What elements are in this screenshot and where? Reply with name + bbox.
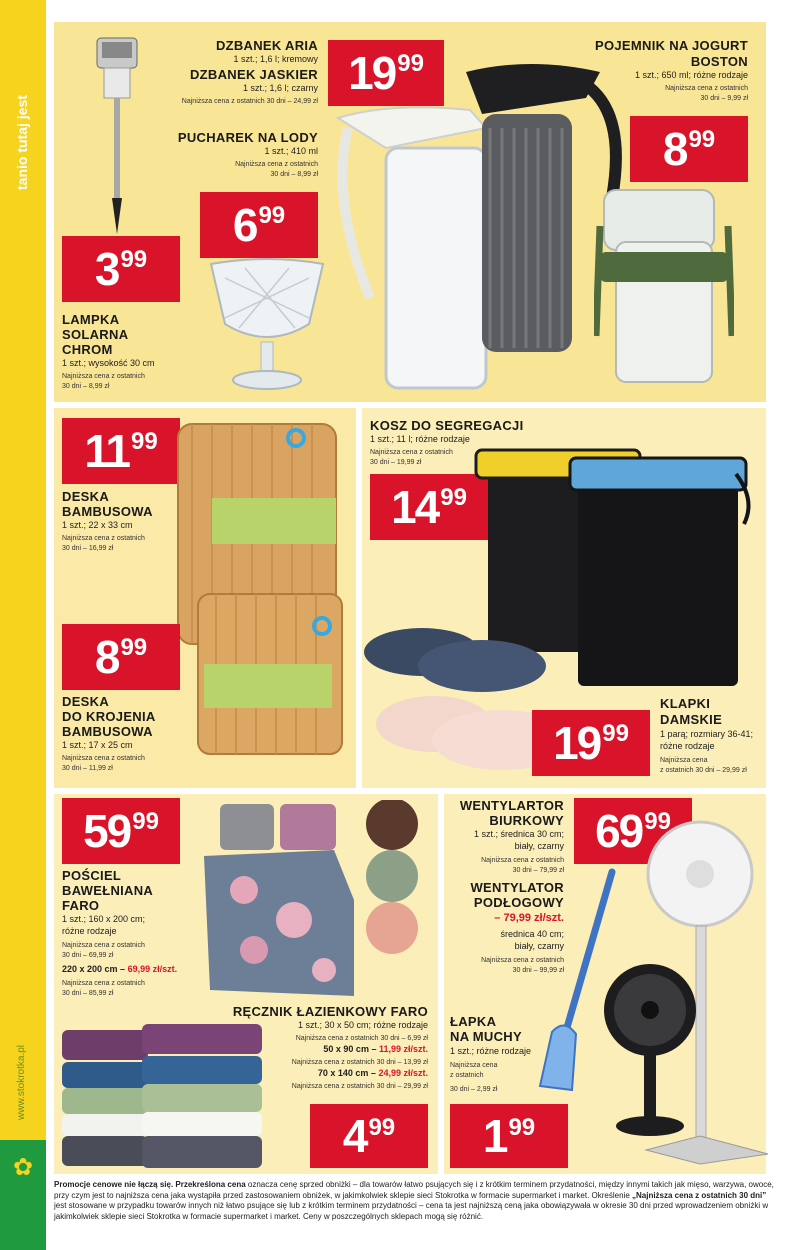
legal-footer: Promocje cenowe nie łączą się. Przekreślona cena oznacza cenę sprzed obniżki – dla towarów łatwo psujących się i z krótkim terminem przydatności, między innymi takich jak mięso, warzywa, owoce, przy czym jest to najniższa cena jaka wystąpiła przed zastosowaniem obniżek, w jakimkolwiek sklepie sieci Stokrotka w formacie supermarket i market. Określenie „Najniższa cena z ostatnich 30 dni” jest stosowane w przypadku towarów innych niż łatwo psujące się lub z krótkim terminem przydatności – cena ta jest najniższą ceną jaka obowiązywała w okresie 30 dni przed wprowadzeniem obniżki w jakimkolwiek sklepie sieci Stokrotka w formacie supermarket i market. Ceny w poszczególnych sklepach mogą się różnić. <box>54 1180 774 1221</box>
product-details: biały, czarny <box>514 941 564 951</box>
product-details: 1 szt.; 17 x 25 cm <box>62 740 133 750</box>
product-name: FARO <box>62 898 100 913</box>
product-name: PODŁOGOWY <box>473 895 564 910</box>
sidebar-url[interactable]: www.stokrotka.pl <box>16 1044 27 1120</box>
product-name: RĘCZNIK ŁAZIENKOWY FARO <box>232 1004 428 1019</box>
product-details: 1 szt.; 22 x 33 cm <box>62 520 133 530</box>
product-details: biały, czarny <box>514 841 564 851</box>
price-tag: 8 99 <box>630 116 748 182</box>
product-name: DAMSKIE <box>660 712 723 727</box>
lowest-price-note: Najniższa cena z ostatnich 30 dni – 6,99 zł <box>295 1035 428 1042</box>
product-name: DESKA <box>62 489 110 504</box>
product-name: POŚCIEL <box>62 868 122 883</box>
product-name: BOSTON <box>690 54 748 69</box>
sidebar <box>0 0 46 1250</box>
logo-block <box>0 1140 46 1250</box>
product-name: KOSZ DO SEGREGACJI <box>370 418 524 433</box>
product-name: DESKA <box>62 694 110 709</box>
lowest-price-note: z ostatnich 30 dni – 29,99 zł <box>660 767 747 774</box>
product-details: 1 szt.; wysokość 30 cm <box>62 358 155 368</box>
product-name: DZBANEK JASKIER <box>189 67 318 82</box>
lowest-price-note: 30 dni – 11,99 zł <box>62 765 113 772</box>
ice-cream-cup-image <box>205 258 329 394</box>
lowest-price-note: 30 dni – 85,99 zł <box>62 990 114 997</box>
lowest-price-note: Najniższa cena <box>450 1062 498 1069</box>
product-name: NA MUCHY <box>450 1029 522 1044</box>
product-details: 1 szt.; 1,6 l; czarny <box>242 83 318 93</box>
lowest-price-note: 30 dni – 99,99 zł <box>512 967 564 974</box>
product-details: 1 szt.; 1,6 l; kremowy <box>233 54 318 64</box>
price-tag: 6 99 <box>200 192 318 258</box>
bamboo-boards-image <box>172 418 348 758</box>
price-tag: 19 99 <box>328 40 444 106</box>
product-name: PUCHAREK NA LODY <box>177 130 318 145</box>
lowest-price-note: Najniższa cena z ostatnich <box>62 755 145 762</box>
product-details: 1 szt.; 410 ml <box>264 146 318 156</box>
daisy-logo-icon: ✿ <box>12 1154 34 1181</box>
lowest-price-note: 30 dni – 69,99 zł <box>62 952 114 959</box>
lowest-price-note: 30 dni – 79,99 zł <box>512 867 564 874</box>
lowest-price-note: Najniższa cena z ostatnich 30 dni – 13,99 zł <box>291 1059 428 1066</box>
jugs-image <box>330 58 630 394</box>
lowest-price-note: Najniższa cena z ostatnich <box>62 535 145 542</box>
lowest-price-note: Najniższa cena z ostatnich <box>62 373 145 380</box>
product-name: SOLARNA <box>62 327 129 342</box>
lowest-price-note: 30 dni – 8,99 zł <box>62 383 110 390</box>
price-tag: 1 99 <box>450 1104 568 1168</box>
lowest-price-note: Najniższa cena z ostatnich <box>235 161 318 168</box>
sidebar-slogan: tanio tutaj jest <box>14 95 30 190</box>
product-details: 1 szt.; 650 ml; różne rodzaje <box>634 70 748 80</box>
towels-image <box>62 1024 264 1170</box>
fans-image <box>598 814 780 1176</box>
lowest-price-note: Najniższa cena z ostatnich <box>481 857 564 864</box>
lowest-price-note: 30 dni – 9,99 zł <box>700 95 748 102</box>
lowest-price-note: Najniższa cena z ostatnich 30 dni – 24,99 zł <box>181 98 318 105</box>
lowest-price-note: Najniższa cena z ostatnich <box>481 957 564 964</box>
yogurt-container-image <box>594 186 734 386</box>
lowest-price-note: z ostatnich <box>450 1072 484 1079</box>
product-details: średnica 40 cm; <box>500 929 564 939</box>
price-tag: 14 99 <box>370 474 488 540</box>
price-tag: 69 99 <box>574 798 692 864</box>
product-name: DZBANEK ARIA <box>215 38 318 53</box>
lowest-price-note: Najniższa cena <box>660 757 708 764</box>
product-details: 1 szt.; 160 x 200 cm; <box>62 914 146 924</box>
lowest-price-note: 30 dni – 2,99 zł <box>450 1086 498 1093</box>
price-tag: 59 99 <box>62 798 180 864</box>
product-name: LAMPKA <box>62 312 120 327</box>
price-tag: 19 99 <box>532 710 650 776</box>
product-details: 1 szt.; 30 x 50 cm; różne rodzaje <box>297 1020 428 1030</box>
price-tag: 3 99 <box>62 236 180 302</box>
lowest-price-note: 30 dni – 16,99 zł <box>62 545 114 552</box>
bedding-image <box>204 800 434 996</box>
product-details: różne rodzaje <box>660 741 715 751</box>
solar-lamp-image <box>92 36 142 236</box>
variant-price: 50 x 90 cm – 11,99 zł/szt. <box>323 1044 428 1054</box>
product-name: POJEMNIK NA JOGURT <box>595 38 748 53</box>
variant-price: – 79,99 zł/szt. <box>494 912 564 924</box>
lowest-price-note: Najniższa cena z ostatnich <box>62 942 145 949</box>
lowest-price-note: Najniższa cena z ostatnich <box>665 85 748 92</box>
lowest-price-note: 30 dni – 8,99 zł <box>270 171 318 178</box>
fly-swatter-image <box>534 868 624 1098</box>
lowest-price-note: Najniższa cena z ostatnich <box>370 449 453 456</box>
product-details: różne rodzaje <box>62 926 117 936</box>
product-name: CHROM <box>62 342 113 357</box>
price-tag: 8 99 <box>62 624 180 690</box>
lowest-price-note: Najniższa cena z ostatnich <box>62 980 145 987</box>
price-tag: 11 99 <box>62 418 180 484</box>
lowest-price-note: 30 dni – 19,99 zł <box>370 459 422 466</box>
product-details: 1 parą; rozmiary 36-41; <box>660 729 754 739</box>
product-name: BAMBUSOWA <box>62 724 153 739</box>
price-tag: 4 99 <box>310 1104 428 1168</box>
product-details: 1 szt.; 11 l; różne rodzaje <box>370 434 470 444</box>
product-name: BAMBUSOWA <box>62 504 153 519</box>
product-details: 1 szt.; różne rodzaje <box>450 1046 532 1056</box>
product-name: ŁAPKA <box>450 1014 497 1029</box>
product-details: 1 szt.; średnica 30 cm; <box>473 829 564 839</box>
product-name: WENTYLATOR <box>470 880 564 895</box>
product-name: BAWEŁNIANA <box>62 883 154 898</box>
product-name: KLAPKI <box>660 696 711 711</box>
product-name: WENTYLARTOR <box>459 798 564 813</box>
product-name: BIURKOWY <box>489 813 564 828</box>
product-name: DO KROJENIA <box>62 709 156 724</box>
lowest-price-note: Najniższa cena z ostatnich 30 dni – 29,99 zł <box>291 1083 428 1090</box>
variant-price: 220 x 200 cm – 69,99 zł/szt. <box>62 964 178 974</box>
variant-price: 70 x 140 cm – 24,99 zł/szt. <box>317 1068 428 1078</box>
